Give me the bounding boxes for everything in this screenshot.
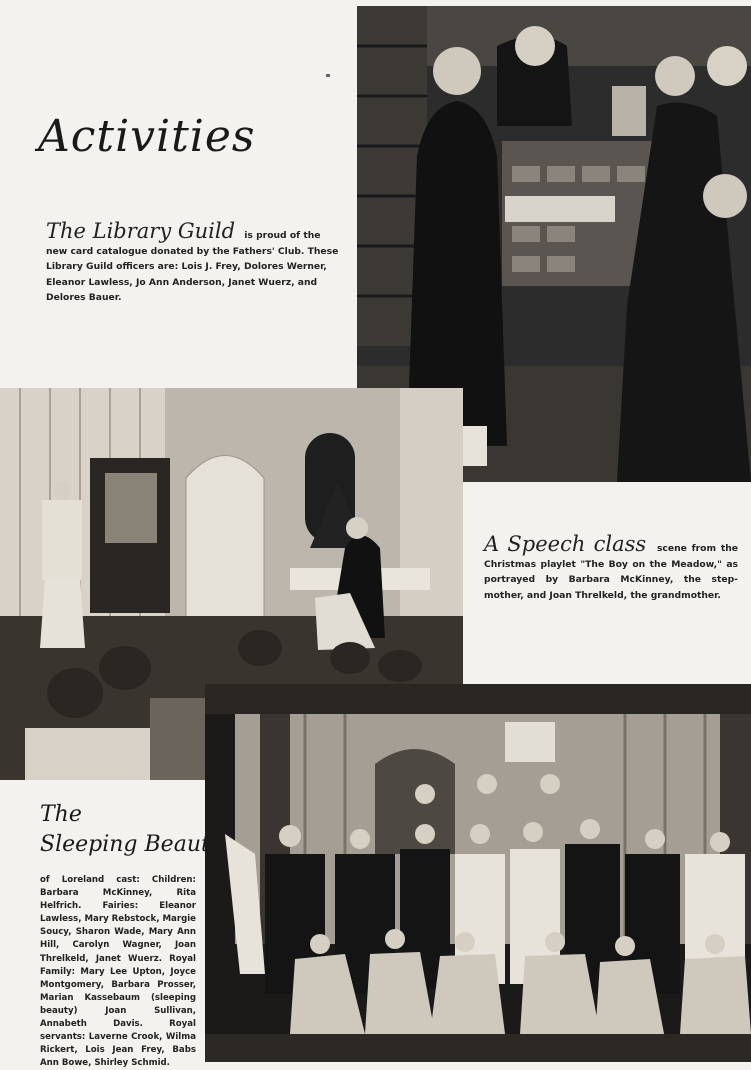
- sleeping-beauty-title-line1: The: [40, 802, 82, 827]
- sleeping-beauty-cast: of Loreland cast: Children: Barbara McKinney, Rita Helfrich. Fairies: Eleanor Lawless, Mary Rebstock, Margie Soucy, Sharon Wade, Mary Ann Hill, Carolyn Wagner, Joan Threlkeld, Janet Wuerz. Royal Family: Mary Lee Upton, Joyce Montgomery, Barbara Prosser, Marian Kassebaum (sleeping beauty) Joan Sullivan, Annabeth Davis. Royal servants: Laverne Crook, Wilma Rickert, Lois Jean Frey, Babs Ann Bowe, Shirley Schmid.: [40, 875, 196, 1069]
- sleeping-beauty-title-line2: Sleeping Beauty: [40, 832, 223, 857]
- speech-class-text: scene from the Christmas playlet "The Boy on the Meadow," as portrayed by Barbara McKinney, the step-mother, and Joan Threlkeld, the grandmother.: [484, 543, 738, 601]
- sleeping-beauty-title: [40, 800, 222, 860]
- library-guild-heading: The Library Guild: [46, 219, 236, 243]
- speech-class-caption: [484, 532, 738, 603]
- sleeping-beauty-photo: [205, 684, 751, 1062]
- speck: [326, 74, 330, 77]
- library-guild-caption: [46, 219, 342, 306]
- library-guild-text: is proud of the new card catalogue donated by the Fathers' Club. These Library Guild officers are: Lois J. Frey, Dolores Werner, Eleanor Lawless, Jo Ann Anderson, Janet Wuerz, and Delores Bauer.: [46, 230, 339, 303]
- speech-class-heading: A Speech class: [484, 532, 647, 556]
- page-title: Activities: [38, 111, 256, 163]
